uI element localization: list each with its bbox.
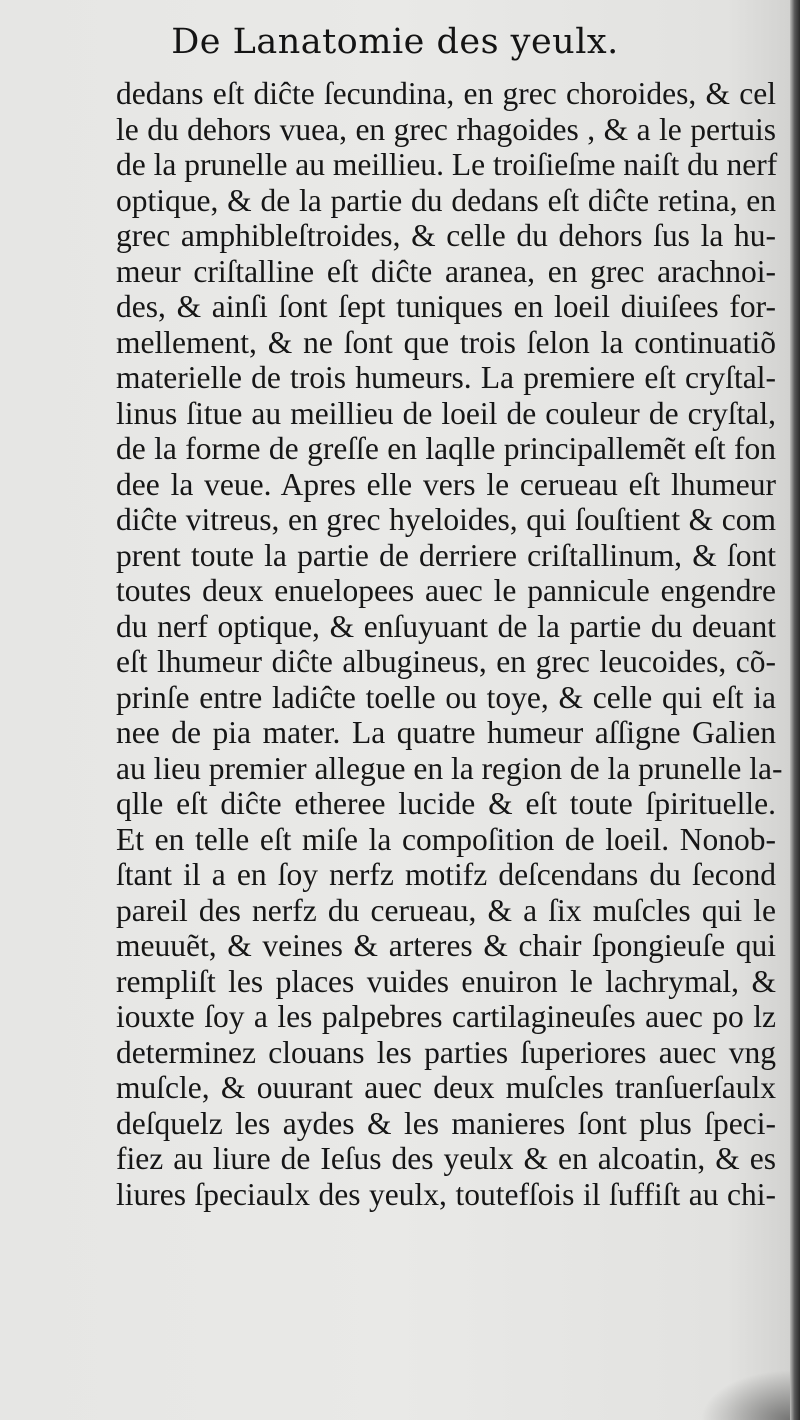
text-line: au lieu premier allegue en la region de la prunelle la- — [116, 750, 783, 786]
text-line: des, & ainſi ſont ſept tuniques en loeil diuiſees for- — [116, 289, 776, 324]
text-line: nee de pia mater. La quatre humeur aſſigne Galien — [116, 715, 776, 750]
text-line: linus ſitue au meillieu de loeil de couleur de cryſtal, — [116, 395, 776, 431]
text-line: de la prunelle au meillieu. Le troiſieſme naiſt du nerf — [116, 147, 778, 182]
text-line: de la forme de greſſe en laqlle principallemẽt eſt fon — [116, 431, 776, 466]
text-line: qlle eſt diĉte etheree lucide & eſt toute ſpirituelle. — [116, 786, 776, 821]
text-line: mellement, & ne ſont que trois ſelon la continuatiõ — [116, 324, 776, 360]
text-line: rempliſt les places vuides enuiron le lachrymal, & — [116, 963, 776, 999]
text-line: pareil des nerfz du cerueau, & a ſix muſcles qui le — [116, 892, 776, 928]
text-line: fiez au liure de Ieſus des yeulx & en alcoatin, & es — [116, 1141, 776, 1176]
text-line: dee la veue. Apres elle vers le cerueau eſt lhumeur — [116, 466, 776, 502]
text-line: Et en telle eſt miſe la compoſition de loeil. Nonob- — [116, 821, 776, 857]
text-line: dedans eſt diĉte ſecundina, en grec choroides, & cel — [116, 76, 776, 111]
text-line: diĉte vitreus, en grec hyeloides, qui ſouſtient & com — [116, 502, 776, 537]
page-edge — [790, 0, 800, 1420]
text-line: prent toute la partie de derriere criſtallinum, & ſont — [116, 537, 776, 573]
text-line: determinez clouans les parties ſuperiores auec vng — [116, 1034, 776, 1070]
text-line: iouxte ſoy a les palpebres cartilagineuſes auec po lz — [116, 999, 776, 1034]
text-line: prinſe entre ladiĉte toelle ou toye, & celle qui eſt ia — [116, 679, 776, 715]
text-line: grec amphibleſtroides, & celle du dehors ſus la hu- — [116, 218, 776, 253]
text-line: le du dehors vuea, en grec rhagoides , & a le pertuis — [116, 111, 776, 147]
text-line: du nerf optique, & enſuyuant de la partie du deuant — [116, 608, 776, 644]
text-line: ſtant il a en ſoy nerfz motifz deſcendans du ſecond — [116, 857, 776, 892]
text-line: liures ſpeciaulx des yeulx, toutefſois il ſuffiſt au chi- — [116, 1176, 776, 1212]
text-line: muſcle, & ouurant auec deux muſcles tranſuerſaulx — [116, 1070, 776, 1105]
text-line: toutes deux enuelopees auec le pannicule engendre — [116, 573, 776, 608]
text-line: optique, & de la partie du dedans eſt diĉte retina, en — [116, 182, 776, 218]
running-head: De Lanatomie des yeulx. — [171, 22, 619, 62]
text-line: materielle de trois humeurs. La premiere eſt cryſtal- — [116, 360, 776, 395]
text-line: meur criſtalline eſt diĉte aranea, en grec arachnoi- — [116, 253, 776, 289]
text-line: deſquelz les aydes & les manieres ſont plus ſpeci- — [116, 1105, 776, 1141]
page-corner-shadow — [700, 1370, 790, 1420]
text-line: eſt lhumeur diĉte albugineus, en grec leucoides, cõ- — [116, 644, 776, 679]
body-text — [116, 76, 783, 1212]
text-line: meuuẽt, & veines & arteres & chair ſpongieuſe qui — [116, 928, 776, 963]
